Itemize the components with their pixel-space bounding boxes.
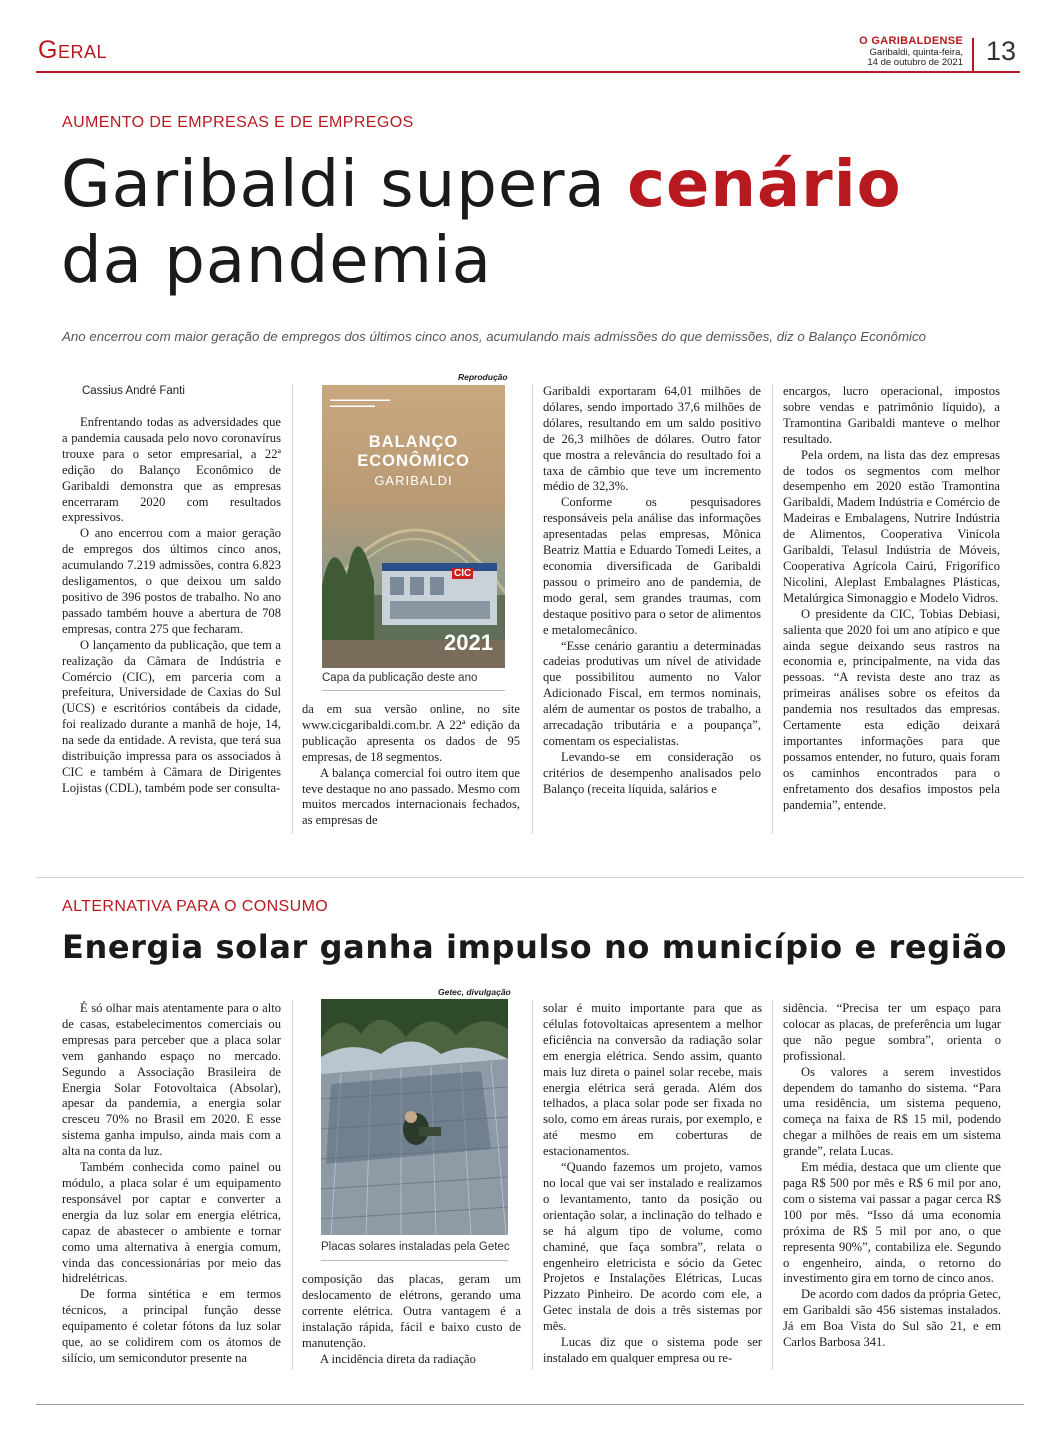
headline-part2: da pandemia — [61, 224, 492, 298]
paragraph: O lançamento da publicação, que tem a realização da Câmara de Indústria e Comércio (CIC), em parceria com a prefeitura, Universidade de Caxias do Sul (UCS) e escritórios contábeis da cidade, foi realizado durante a manhã de hoje, 14, na sede da entidade. A revista, que terá sua distribuição impressa para os associados à CIC e também à Câmara de Dirigentes Lojistas (CDL), também pode ser consulta- — [62, 637, 281, 795]
paragraph: Em média, destaca que um cliente que paga R$ 500 por mês e R$ 6 mil por ano, com o sistema vai passar a pagar cerca R$ 100 por mês. “Isso dá uma economia próxima de R$ 5 mil por ano, o que representa 90%”, contabiliza ele. Segundo o engenheiro, ainda, o retorno do investimento gira em torno de cinco anos. — [783, 1160, 1001, 1286]
photo-credit: Getec, divulgação — [438, 987, 511, 997]
paragraph: A incidência direta da radiação — [320, 1351, 476, 1366]
article2-column-2 — [302, 1272, 521, 1367]
paragraph: Também conhecida como painel ou módulo, a placa solar é um equipamento responsável por captar e converter a energia da luz solar em energia elétrica, capaz de abastecer o ambiente e tornar como uma alternativa à energia comum, vinda das concessionárias por meio das hidrelétricas. — [62, 1160, 281, 1286]
column-divider — [772, 384, 773, 834]
article1-kicker: AUMENTO DE EMPRESAS E DE EMPREGOS — [62, 114, 414, 131]
cover-title-line2: ECONÔMICO — [357, 452, 470, 470]
article1-subtitle: Ano encerrou com maior geração de empregos dos últimos cinco anos, acumulando mais admissões do que demissões, diz o Balanço Econômico — [62, 329, 927, 344]
photo-caption: Capa da publicação deste ano — [322, 672, 478, 684]
article1-column-3 — [543, 384, 761, 798]
caption-rule — [321, 1260, 508, 1261]
paragraph: Conforme os pesquisadores responsáveis pela análise das informações apresentadas pelas empresas, Mônica Beatriz Mattia e Eduardo Tomedi Leites, a economia diversificada de Garibaldi passou o primeiro ano de pandemia, de modo geral, sem grandes traumas, com destaque positivo para o setor de alimentos e metalomecânico. — [543, 495, 761, 637]
photo-credit: Reprodução — [458, 372, 508, 382]
cover-year: 2021 — [444, 630, 493, 655]
article-separator — [36, 877, 1024, 878]
solar-panels-image — [321, 999, 508, 1235]
article2-column-1 — [62, 1001, 281, 1367]
solar-illustration — [321, 999, 508, 1235]
cover-title — [322, 433, 505, 471]
paragraph: Enfrentando todas as adversidades que a pandemia causada pelo novo coronavírus trouxe para o setor empresarial, a 22ª edição do Balanço Econômico de Garibaldi demonstra que as empresas encerraram 2020 com resultados expressivos. — [62, 415, 281, 525]
paragraph: da em sua versão online, no site www.cicgaribaldi.com.br. A 22ª edição da publicação apresenta os dados de 95 empresas, de 18 segmentos. — [302, 702, 520, 764]
column-divider — [292, 384, 293, 834]
headline-part1: Garibaldi supera — [61, 148, 628, 222]
paragraph: composição das placas, geram um deslocamento de elétrons, gerando uma corrente elétrica. Outra vantagem é a instalação rápida, fácil e baixo custo de manutenção. — [302, 1272, 521, 1350]
section-name: Geral — [38, 36, 107, 64]
newspaper-name: O GARIBALDENSE — [859, 35, 963, 47]
cover-sign: CIC — [454, 568, 472, 579]
article1-column-2 — [302, 702, 520, 829]
cover-illustration — [322, 385, 505, 668]
paragraph: Lucas diz que o sistema pode ser instalado em qualquer empresa ou re- — [543, 1335, 762, 1365]
paragraph: encargos, lucro operacional, impostos sobre vendas e patrimônio líquido), a Tramontina Garibaldi manteve o melhor resultado. — [783, 384, 1000, 446]
caption-rule — [322, 690, 505, 691]
paragraph: “Esse cenário garantiu a determinadas cadeias produtivas um nível de atividade que possibilitou aumento no Valor Adicionado Fiscal, em termos nominais, além de aumentar os postos de trabalho, a arrecadação tributária e a poupança”, comentam os especialistas. — [543, 638, 761, 748]
article1-column-1 — [62, 415, 281, 797]
paragraph: sidência. “Precisa ter um espaço para colocar as placas, de preferência um lugar que não pegue sombra”, orienta o profissional. — [783, 1001, 1001, 1063]
article2-kicker: ALTERNATIVA PARA O CONSUMO — [62, 898, 329, 915]
paragraph: Pela ordem, na lista das dez empresas de todos os segmentos com melhor desempenho em 2020 estão Tramontina Garibaldi, Madem Indústria e Comércio de Madeiras e Embalagens, Nutrire Indústria de Alimentos, Cooperativa Vinícola Garibaldi, Telasul Indústria de Móveis, Cooperativa Agrícola Cairú, Frigorífico Nicolini, Aleplast Embalagnes Plásticas, Metalúrgica Simonaggio e Modelo Vidros. — [783, 447, 1000, 605]
masthead — [859, 36, 963, 67]
paragraph: A balança comercial foi outro item que teve destaque no ano passado. Mesmo com muitos mercados internacionais fechados, as empresas de — [302, 765, 520, 828]
cover-title-line1: BALANÇO — [368, 433, 459, 451]
section-rule — [36, 71, 1020, 73]
page-number: 13 — [986, 36, 1017, 66]
article1-column-4 — [783, 384, 1000, 813]
paragraph: De forma sintética e em termos técnicos, a principal função desse equipamento é coletar fótons da luz solar que, ao se colidirem com os átomos de silício, um semicondutor presente na — [62, 1287, 281, 1365]
edition-date: 14 de outubro de 2021 — [867, 56, 963, 68]
paragraph: “Quando fazemos um projeto, vamos no local que vai ser instalado e realizamos o levantamento, tanto da posição ou orientação solar, a inclinação do telhado e se há algum tipo de volume, como chaminé, que faça sombra”, relata o engenheiro eletricista e sócio da Getec Projetos e Instalações Elétricas, Lucas Pizzato Pinheiro. De acordo com ele, a Getec instala de dois a três sistemas por mês. — [543, 1160, 762, 1334]
photo-caption: Placas solares instaladas pela Getec — [321, 1241, 510, 1253]
paragraph: O ano encerrou com a maior geração de empregos dos últimos cinco anos, acumulando 7.219 admissões, contra 6.823 desligamentos, o que deixou um saldo positivo de 396 postos de trabalho. No ano passado também houve a abertura de 708 empresas, contra 275 que fecharam. — [62, 526, 281, 636]
column-divider — [292, 1000, 293, 1370]
byline: Cassius André Fanti — [82, 385, 185, 397]
paragraph: De acordo com dados da própria Getec, em Garibaldi são 456 sistemas instalados. Já em Boa Vista do Sul são 21, e em Carlos Barbosa 341. — [783, 1287, 1001, 1350]
paragraph: Garibaldi exportaram 64,01 milhões de dólares, sendo importado 37,6 milhões de dólares, resultando em um saldo positivo de 26,3 milhões de dólares. Outro fator que mostra a relevância do resultado foi a taxa de câmbio que teve um incremento médio de 32,3%. — [543, 384, 761, 494]
paragraph: O presidente da CIC, Tobias Debiasi, salienta que 2020 foi um ano atípico e que ainda segue deixando seus rastros na economia e, principalmente, na vida das pessoas. “A revista deste ano traz as primeiras análises sobre os efeitos da pandemia nos resultados das empresas. Certamente esta edição deixará importantes informações para que possamos entender, no futuro, quais foram os caminhos encontrados para o enfretamento dos desafios impostos pela pandemia”, entende. — [783, 606, 1000, 812]
edition-location: Garibaldi, quinta-feira, — [869, 46, 963, 58]
footer-rule — [36, 1404, 1024, 1405]
article2-column-3 — [543, 1001, 762, 1367]
cover-subtitle: GARIBALDI — [374, 473, 453, 488]
paragraph: solar é muito importante para que as células fotovoltaicas apresentem a melhor eficiência na conversão da radiação solar em energia elétrica. Sendo assim, quanto mais luz direta o painel solar recebe, mais energia elétrica será gerada. Além dos telhados, a placa solar pode ser fixada no solo, como em áreas rurais, por exemplo, e até mesmo em coberturas de estacionamentos. — [543, 1001, 762, 1159]
article2-column-4 — [783, 1001, 1001, 1351]
column-divider — [772, 1000, 773, 1370]
article1-headline — [61, 147, 1021, 299]
column-divider — [532, 1000, 533, 1370]
paragraph: É só olhar mais atentamente para o alto de casas, estabelecimentos comerciais ou empresas para perceber que a placa solar vem ganhando espaço no mercado. Segundo a Associação Brasileira de Energia Solar Fotovoltaica (Absolar), apesar da pandemia, a energia solar cresceu 70% no Brasil em 2020. E esse sistema ganha impulso, ainda mais com a alta na conta da luz. — [62, 1001, 281, 1159]
paragraph: Os valores a serem investidos dependem do tamanho do sistema. “Para uma residência, um sistema pequeno, começa na faixa de R$ 15 mil, podendo chegar a milhões de reais em um sistema grande”, relata Lucas. — [783, 1064, 1001, 1159]
column-divider — [532, 384, 533, 834]
page-separator — [972, 38, 974, 72]
magazine-cover-image — [322, 385, 505, 668]
paragraph: Levando-se em consideração os critérios de desempenho analisados pelo Balanço (receita líquida, salários e — [543, 749, 761, 796]
cover-top-text: ▬▬▬▬▬▬▬▬▬▬▬▬ ▬▬▬▬▬▬▬▬▬ — [330, 397, 390, 409]
article2-headline: Energia solar ganha impulso no município e região — [62, 928, 1008, 966]
headline-highlight: cenário — [627, 148, 902, 222]
